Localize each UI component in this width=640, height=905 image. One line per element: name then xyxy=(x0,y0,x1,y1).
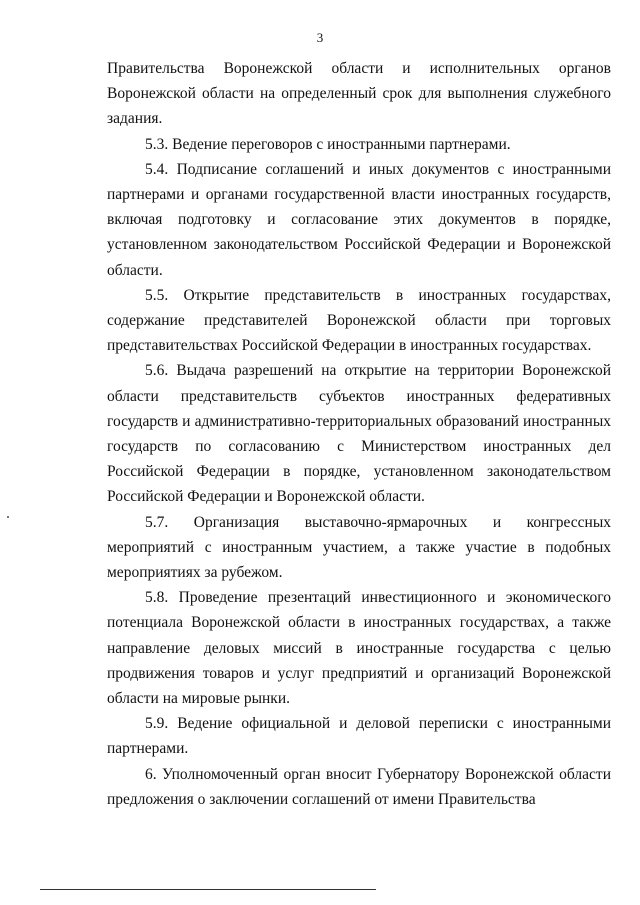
paragraph-5-6: 5.6. Выдача разрешений на открытие на территории Воронежской области представительств субъектов иностранных федеративных государств и административно-территориальных образований иностранных государств по согласованию с Министерством иностранных дел Российской Федерации в порядке, установленном законодательством Российской Федерации и Воронежской области. xyxy=(107,362,611,506)
footer-rule xyxy=(40,889,376,890)
document-body xyxy=(107,56,611,812)
paragraph-5-8: 5.8. Проведение презентаций инвестиционного и экономического потенциала Воронежской области в иностранных государствах, а также направление деловых миссий в иностранные государства с целью продвижения товаров и услуг предприятий и организаций Воронежской области на мировые рынки. xyxy=(107,589,611,708)
paragraph-5-5: 5.5. Открытие представительств в иностранных государствах, содержание представителей Воронежской области при торговых представительствах Российской Федерации в иностранных государствах. xyxy=(107,286,611,355)
paragraph-5-3: 5.3. Ведение переговоров с иностранными партнерами. xyxy=(145,135,511,153)
margin-mark xyxy=(7,516,9,518)
paragraph-5-4: 5.4. Подписание соглашений и иных документов с иностранными партнерами и органами государственной власти иностранных государств, включая подготовку и согласование этих документов в порядке, установленном законодательством Российской Федерации и Воронежской области. xyxy=(107,160,611,279)
paragraph-5-9: 5.9. Ведение официальной и деловой переписки с иностранными партнерами. xyxy=(107,715,611,758)
paragraph-continuation: Правительства Воронежской области и исполнительных органов Воронежской области на определенный срок для выполнения служебного задания. xyxy=(107,60,611,128)
paragraph-6: 6. Уполномоченный орган вносит Губернатору Воронежской области предложения о заключении соглашений от имени Правительства xyxy=(107,765,611,808)
page-number: 3 xyxy=(316,30,324,45)
paragraph-5-7: 5.7. Организация выставочно-ярмарочных и конгрессных мероприятий с иностранным участием, а также участие в подобных мероприятиях за рубежом. xyxy=(107,513,611,582)
